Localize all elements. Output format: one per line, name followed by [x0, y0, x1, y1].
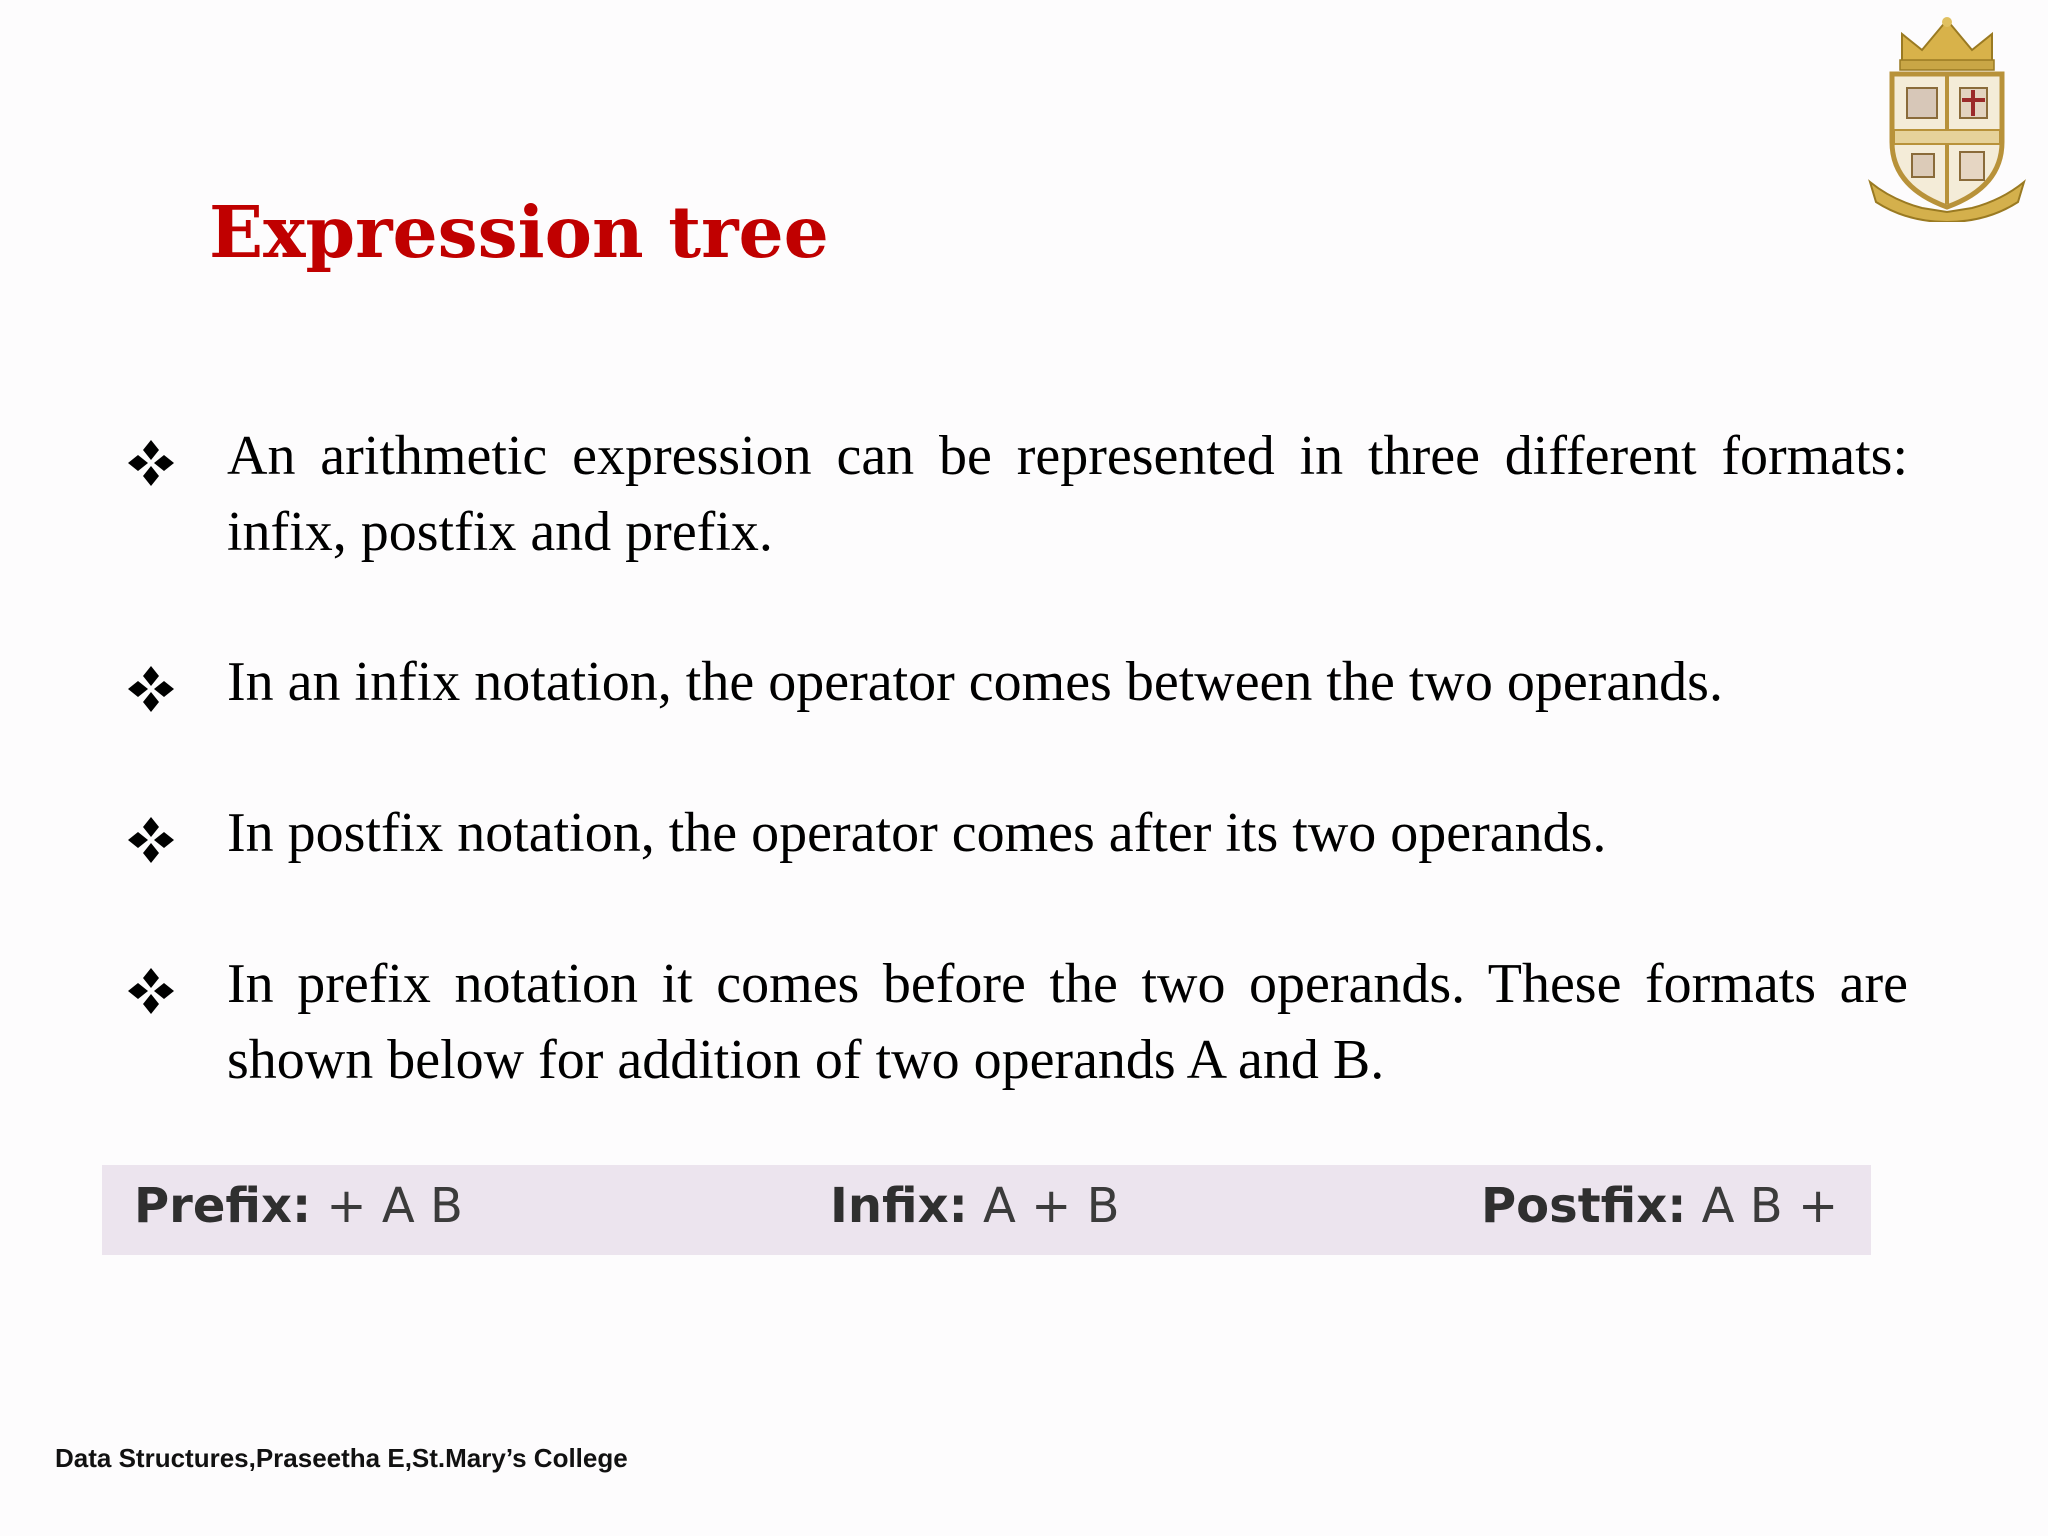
slide-title: Expression tree: [209, 190, 829, 274]
four-diamond-bullet-icon: [126, 966, 176, 1016]
postfix-label: Postfix:: [1481, 1178, 1687, 1234]
prefix-expression: + A B: [326, 1178, 463, 1234]
bullet-text: An arithmetic expression can be represented in three different formats: infix, postfix and prefix.: [227, 425, 1908, 563]
bullet-text: In postfix notation, the operator comes after its two operands.: [227, 802, 1607, 864]
infix-expression: A + B: [983, 1178, 1120, 1234]
slide-footer: Data Structures,Praseetha E,St.Mary’s College: [55, 1443, 628, 1473]
four-diamond-bullet-icon: [126, 815, 176, 865]
infix-notation: [830, 1178, 1120, 1234]
four-diamond-bullet-icon: [126, 664, 176, 714]
four-diamond-bullet-icon: [126, 438, 176, 488]
prefix-label: Prefix:: [134, 1178, 312, 1234]
postfix-notation: [1481, 1178, 1838, 1234]
prefix-notation: [134, 1178, 463, 1234]
postfix-expression: A B +: [1701, 1178, 1839, 1234]
college-crest-logo-icon: [1862, 12, 2032, 222]
bullet-text: In prefix notation it comes before the two operands. These formats are shown below for addition of two operands A and B.: [227, 953, 1908, 1091]
notation-box: [102, 1165, 1871, 1255]
bullet-text: In an infix notation, the operator comes between the two operands.: [227, 651, 1723, 713]
infix-label: Infix:: [830, 1178, 968, 1234]
